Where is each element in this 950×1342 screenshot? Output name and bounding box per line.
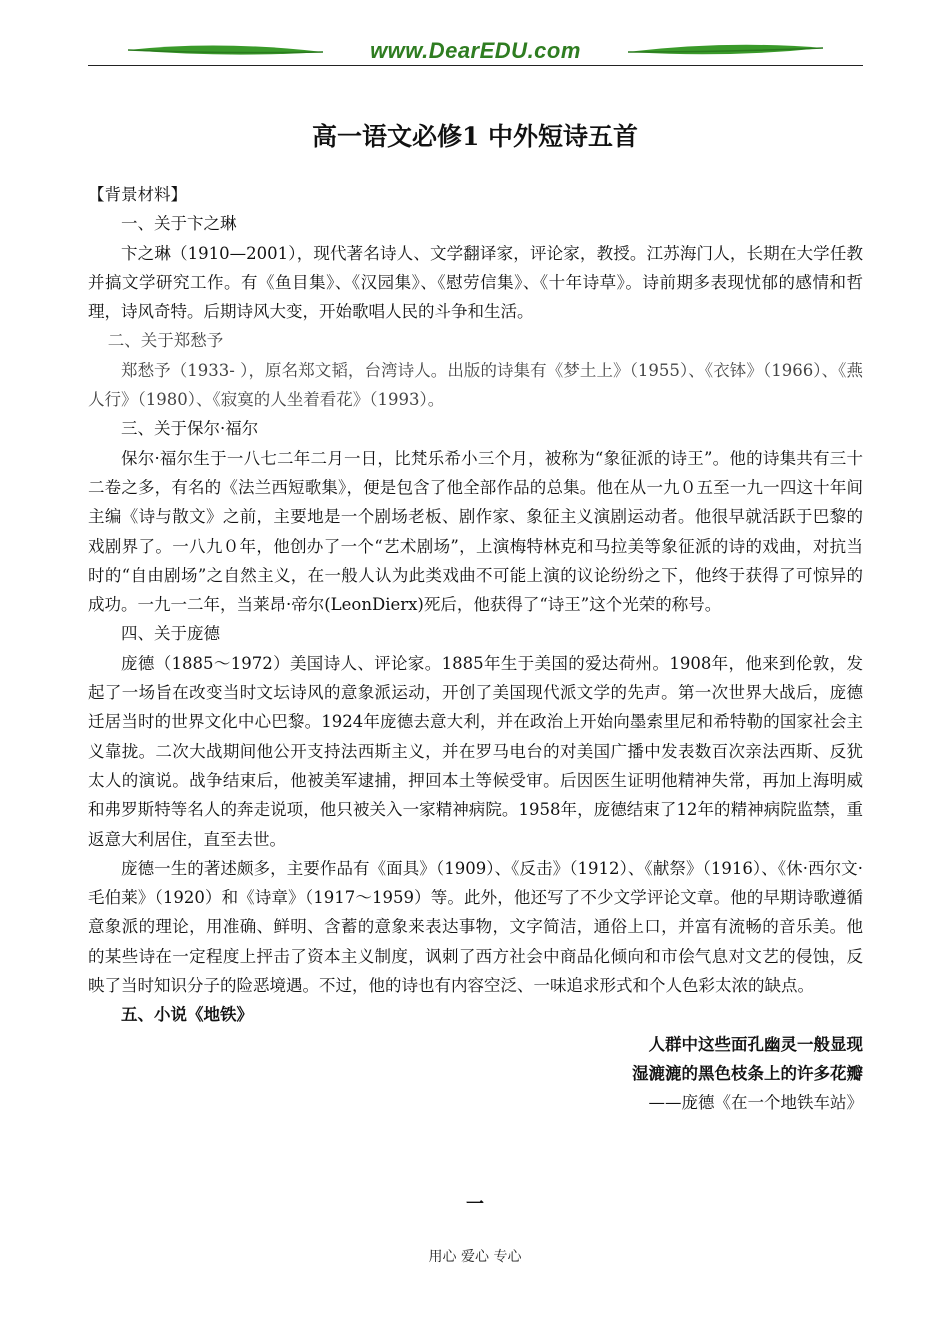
section-heading-2: 二、关于郑愁予 <box>107 331 224 351</box>
section-heading-5: 五、小说《地铁》 <box>121 1005 253 1025</box>
header-rule <box>88 65 863 66</box>
background-label: 【背景材料】 <box>88 185 187 204</box>
section-1-paragraph: 卞之琳（1910—2001），现代著名诗人、文学翻译家，评论家，教授。江苏海门人，长期在大学任教并搞文学研究工作。有《鱼目集》、《汉园集》、《慰劳信集》、《十年诗草》。诗前期多表现忧郁的感情和哲理，诗风奇特。后期诗风大变，开始歌唱人民的斗争和生活。 <box>88 243 863 322</box>
section-heading-1: 一、关于卞之琳 <box>121 214 237 234</box>
quote-line-1: 人群中这些面孔幽灵一般显现 <box>648 1034 863 1054</box>
section-4-paragraph-1: 庞德（1885～1972）美国诗人、评论家。1885年生于美国的爱达荷州。1908年，他来到伦敦，发起了一场旨在改变当时文坛诗风的意象派运动，开创了美国现代派文学的先声。第一次世界大战后，庞德迁居当时的世界文化中心巴黎。1924年庞德去意大利，并在政治上开始向墨索里尼和希特勒的国家社会主义靠拢。二次大战期间他公开支持法西斯主义，并在罗马电台的对美国广播中发表数百次亲法西斯、反犹太人的演说。战争结束后，他被美军逮捕，押回本土等候受审。后因医生证明他精神失常，再加上海明威和弗罗斯特等名人的奔走说项，他只被关入一家精神病院。1958年，庞德结束了12年的精神病院监禁，重返意大利居住，直至去世。 <box>88 653 863 849</box>
section-heading-3: 三、关于保尔·福尔 <box>121 419 259 439</box>
page-title: 高一语文必修1 中外短诗五首 <box>311 122 639 151</box>
site-logo[interactable]: www.DearEDU.com <box>370 38 581 63</box>
document-body <box>88 180 863 1118</box>
quote-attribution: ——庞德《在一个地铁车站》 <box>648 1093 863 1113</box>
page-number: 一 <box>466 1194 484 1215</box>
section-heading-4: 四、关于庞德 <box>121 624 220 644</box>
section-2-paragraph: 郑愁予（1933- ），原名郑文韬，台湾诗人。出版的诗集有《梦土上》（1955）、《衣钵》（1966）、《燕人行》（1980）、《寂寞的人坐着看花》（1993）。 <box>88 360 863 410</box>
section-3-paragraph: 保尔·福尔生于一八七二年二月一日，比梵乐希小三个月，被称为“象征派的诗王”。他的诗集共有三十二卷之多，有名的《法兰西短歌集》，便是包含了他全部作品的总集。他在从一九０五至一九一四这十年间主编《诗与散文》之前，主要地是一个剧场老板、剧作家、象征主义演剧运动者。他很早就活跃于巴黎的戏剧界了。一八九０年，他创办了一个“艺术剧场”，上演梅特林克和马拉美等象征派的诗的戏曲，对抗当时的“自由剧场”之自然主义，在一般人认为此类戏曲不可能上演的议论纷纷之下，他终于获得了可惊异的成功。一九一二年，当莱昂·帝尔(LeonDierx)死后，他获得了“诗王”这个光荣的称号。 <box>88 448 863 615</box>
page-footer: 用心 爱心 专心 <box>428 1249 522 1265</box>
quote-line-2: 湿漉漉的黑色枝条上的许多花瓣 <box>632 1063 863 1083</box>
section-4-paragraph-2: 庞德一生的著述颇多，主要作品有《面具》（1909）、《反击》（1912）、《献祭》（1916）、《休·西尔文·毛伯莱》（1920）和《诗章》（1917～1959）等。此外，他还写了不少文学评论文章。他的早期诗歌遵循意象派的理论，用准确、鲜明、含蓄的意象来表达事物，文字简洁，通俗上口，并富有流畅的音乐美。他的某些诗在一定程度上抨击了资本主义制度，讽刺了西方社会中商品化倾向和市侩气息对文艺的侵蚀，反映了当时知识分子的险恶境遇。不过，他的诗也有内容空泛、一味追求形式和个人色彩太浓的缺点。 <box>88 858 863 996</box>
